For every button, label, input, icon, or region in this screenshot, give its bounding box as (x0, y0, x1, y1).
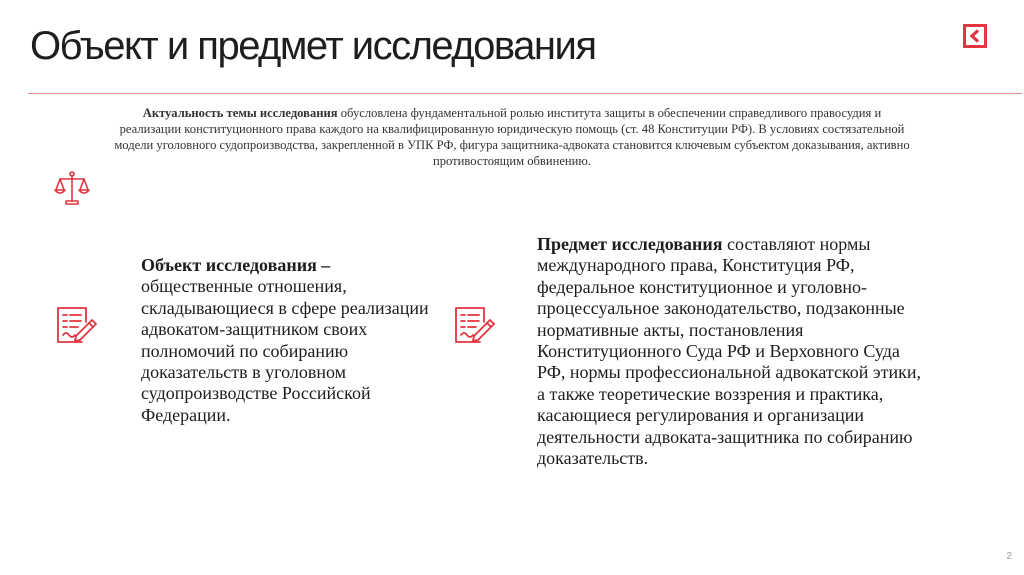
research-subject-text: составляют нормы международного права, Конституция РФ, федеральное конституционное и уголовно-процессуальное законодательство, подзаконные нормативные акты, постановления Конституционного Суда РФ и Верховного Суда РФ, нормы профессиональной адвокатской этики, а также теоретические воззрения и практика, касающиеся регулирования и организации деятельности адвоката-защитника по собиранию доказательств. (537, 234, 922, 469)
research-object-block (141, 255, 431, 426)
document-pen-icon (52, 302, 100, 350)
research-object-text: общественные отношения, складывающиеся в сфере реализации адвокатом-защитником своих полномочий по собиранию доказательств в уголовном судопроизводстве Российской Федерации. (141, 276, 429, 425)
research-subject-heading: Предмет исследования (537, 234, 723, 254)
page-number: 2 (1006, 551, 1012, 562)
scales-icon (53, 169, 91, 207)
document-pen-icon (450, 302, 498, 350)
title-divider (28, 93, 1022, 94)
relevance-text: обусловлена фундаментальной ролью института защиты в обеспечении справедливого правосудия и реализации конституционного права каждого на квалифицированную юридическую помощь (ст. 48 Конституции РФ). В условиях состязательной модели уголовного судопроизводства, закрепленной в УПК РФ, фигура защитника-адвоката становится ключевым субъектом доказывания, активно противостоящим обвинению. (114, 106, 910, 168)
slide-title: Объект и предмет исследования (30, 24, 596, 68)
logo-icon (963, 24, 987, 48)
research-subject-block (537, 234, 927, 469)
relevance-paragraph (112, 105, 912, 169)
research-object-heading: Объект исследования – (141, 255, 331, 275)
relevance-heading: Актуальность темы исследования (142, 106, 338, 120)
